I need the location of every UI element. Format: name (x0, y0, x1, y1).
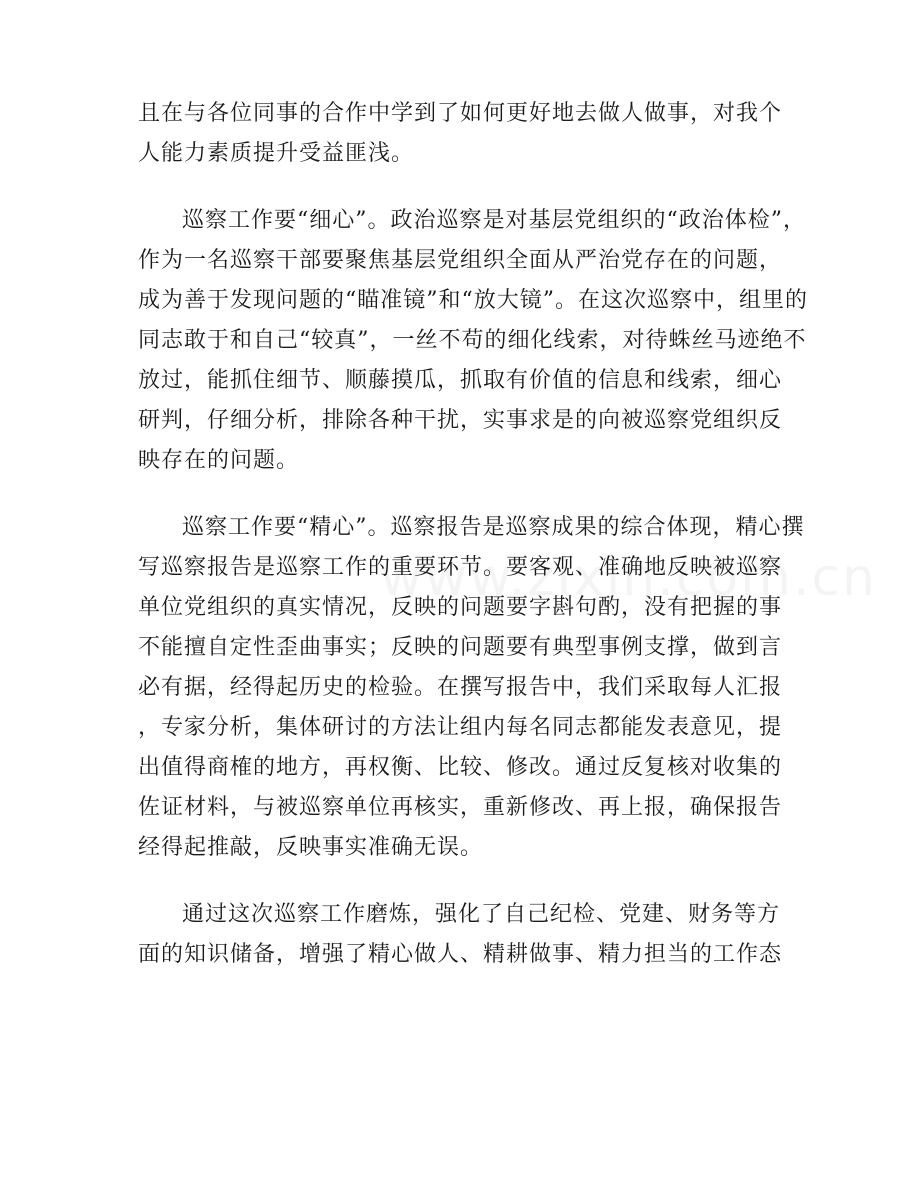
document-body (138, 94, 808, 975)
text-line: 成为善于发现问题的“瞄准镜”和“放大镜”。在这次巡察中，组里的 (138, 288, 808, 313)
text-line: 经得起推敲，反映事实准确无误。 (138, 835, 484, 860)
paragraph-gap (138, 868, 778, 895)
text-line: 通过这次巡察工作磨炼，强化了自己纪检、党建、财务等方 (182, 902, 781, 927)
text-line: 不能擅自定性歪曲事实；反映的问题要有典型事例支撑，做到言 (138, 635, 783, 660)
paragraph-2 (138, 201, 808, 481)
text-line: 佐证材料，与被巡察单位再核实，重新修改、再上报，确保报告 (138, 795, 783, 820)
text-line: 面的知识储备，增强了精心做人、精耕做事、精力担当的工作态 (138, 942, 783, 967)
text-line: 人能力素质提升受益匪浅。 (138, 141, 415, 166)
text-line: 且在与各位同事的合作中学到了如何更好地去做人做事，对我个 (138, 101, 783, 126)
text-line: 映存在的问题。 (138, 448, 300, 473)
paragraph-3 (138, 508, 805, 868)
text-line: ，专家分析，集体研讨的方法让组内每名同志都能发表意见，提 (138, 715, 783, 740)
paragraph-gap (138, 481, 778, 508)
paragraph-gap (138, 174, 778, 201)
text-line: 出值得商榷的地方，再权衡、比较、修改。通过反复核对收集的 (138, 755, 783, 780)
text-line: 作为一名巡察干部要聚焦基层党组织全面从严治党存在的问题， (138, 248, 783, 273)
text-line: 写巡察报告是巡察工作的重要环节。要客观、准确地反映被巡察 (138, 555, 783, 580)
paragraph-4 (138, 895, 783, 975)
text-line: 巡察工作要“细心”。政治巡察是对基层党组织的“政治体检”， (182, 208, 806, 233)
text-line: 必有据，经得起历史的检验。在撰写报告中，我们采取每人汇报 (138, 675, 783, 700)
paragraph-1 (138, 94, 783, 174)
text-line: 放过，能抓住细节、顺藤摸瓜，抓取有价值的信息和线索，细心 (138, 368, 783, 393)
text-line: 巡察工作要“精心”。巡察报告是巡察成果的综合体现，精心撰 (182, 515, 805, 540)
text-line: 研判，仔细分析，排除各种干扰，实事求是的向被巡察党组织反 (138, 408, 783, 433)
text-line: 同志敢于和自己“较真”，一丝不苟的细化线索，对待蛛丝马迹绝不 (138, 328, 807, 353)
text-line: 单位党组织的真实情况，反映的问题要字斟句酌，没有把握的事 (138, 595, 783, 620)
